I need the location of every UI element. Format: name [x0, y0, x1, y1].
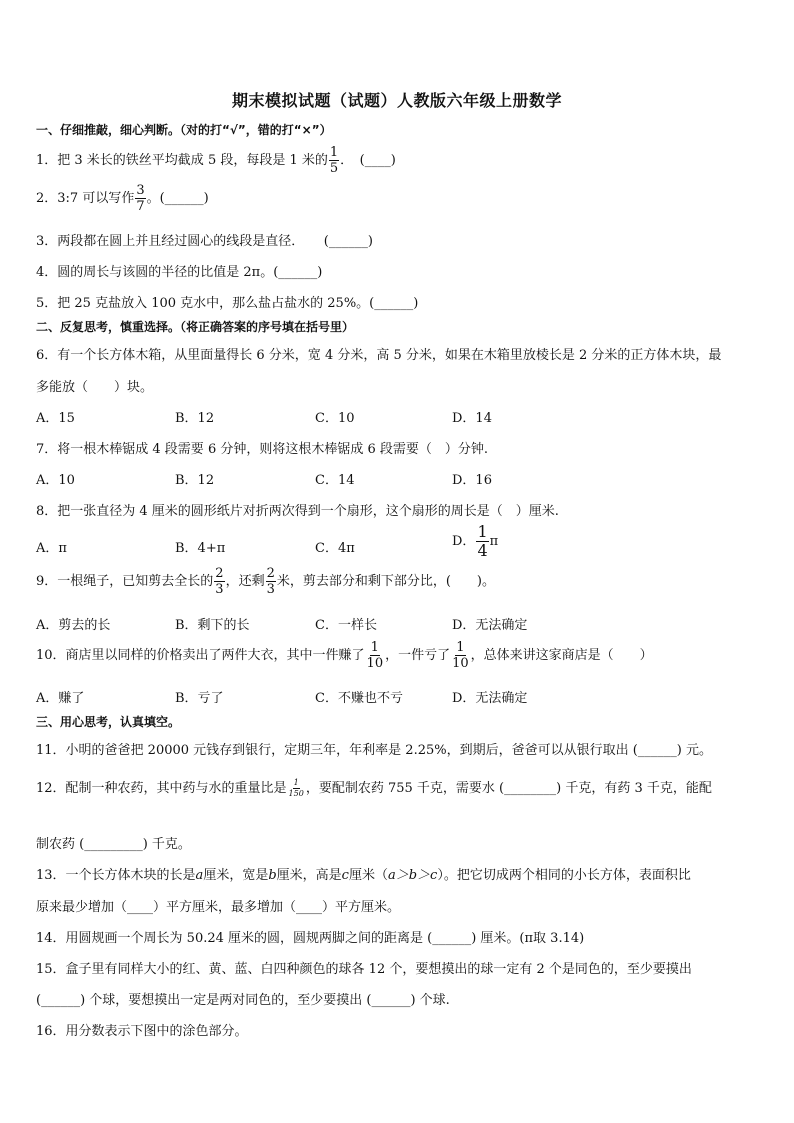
q10-fraction-2: $\frac{1}{10}$ [452, 640, 469, 671]
q10-option-a: A．赚了 [36, 691, 85, 706]
q9-option-d: D．无法确定 [452, 618, 528, 633]
q8-option-c: C．4π [315, 541, 355, 556]
q7-option-c: C．14 [315, 473, 355, 488]
question-16: 16．用分数表示下图中的涂色部分。 [36, 1024, 248, 1039]
q9-option-b: B．剩下的长 [175, 618, 250, 633]
q7-option-d: D．16 [452, 473, 492, 488]
q7-option-a: A．10 [36, 473, 75, 488]
q2-fraction: $\frac{3}{7}$ [136, 183, 145, 214]
q6-option-c: C．10 [315, 411, 355, 426]
q12-fraction: $\frac{1}{150}$ [288, 778, 304, 798]
q10-option-d: D．无法确定 [452, 691, 528, 706]
question-9: 9．一根绳子，已知剪去全长的 $\frac{2}{3}$ ，还剩 $\frac{2}{3}$ 米，剪去部分和剩下部分比，( )。 [36, 566, 496, 597]
q10-option-c: C．不赚也不亏 [315, 691, 403, 706]
q6-option-a: A．15 [36, 411, 75, 426]
q2-answer-blank: 。(______) [146, 191, 209, 206]
question-14: 14．用圆规画一个周长为 50.24 厘米的圆，圆规两脚之间的距离是 (______) 厘米。(π取 3.14) [36, 931, 585, 946]
q8-option-a: A．π [36, 541, 67, 556]
question-7: 7．将一根木棒锯成 4 段需要 6 分钟，则将这根木棒锯成 6 段需要（ ）分钟. [36, 442, 489, 457]
q8-option-d-fraction: $\frac{1}{4}$ [477, 522, 488, 560]
q9-option-a: A．剪去的长 [36, 618, 111, 633]
question-12-line2: 制农药 (_________) 千克。 [36, 837, 191, 852]
section-2-heading: 二、反复思考，慎重选择。（将正确答案的序号填在括号里） [36, 320, 355, 334]
question-13-line1: 13．一个长方体木块的长是a厘米，宽是b厘米，高是c厘米（a＞b＞c）。把它切成两个相同的小长方体，表面积比 [36, 868, 691, 883]
page-title: 期末模拟试题（试题）人教版六年级上册数学 [231, 91, 562, 110]
q6-option-b: B．12 [175, 411, 215, 426]
q8-option-b: B．4+π [175, 541, 226, 556]
question-15-line1: 15．盒子里有同样大小的红、黄、蓝、白四种颜色的球各 12 个，要想摸出的球一定有 2 个是同色的，至少要摸出 [36, 962, 692, 977]
q1-fraction: $\frac{1}{5}$ [329, 145, 339, 176]
q6-option-d: D．14 [452, 411, 492, 426]
q10-option-b: B．亏了 [175, 691, 224, 706]
question-5: 5．把 25 克盐放入 100 克水中，那么盐占盐水的 25%。(______) [36, 296, 419, 311]
q10-fraction-1: $\frac{1}{10}$ [366, 640, 384, 671]
question-8: 8．把一张直径为 4 厘米的圆形纸片对折两次得到一个扇形，这个扇形的周长是（ ）厘米. [36, 504, 559, 519]
question-1 [36, 146, 396, 175]
question-11: 11．小明的爸爸把 20000 元钱存到银行，定期三年，年利率是 2.25%，到期后，爸爸可以从银行取出 (______) 元。 [36, 743, 713, 758]
question-12-line1: 12．配制一种农药，其中药与水的重量比是 $\frac{1}{150}$ ，要配制农药 755 千克，需要水 (________) 千克，有药 3 千克，能配 [36, 778, 712, 798]
q2-text: 2．3:7 可以写作 [36, 191, 135, 206]
question-6-line2: 多能放（ ）块。 [36, 380, 154, 395]
section-1-heading: 一、仔细推敲，细心判断。（对的打“√”，错的打“×”） [36, 123, 332, 137]
question-2 [36, 184, 209, 213]
question-15-line2: (______) 个球，要想摸出一定是两对同色的，至少要摸出 (______) 个球. [36, 993, 450, 1008]
question-10: 10．商店里以同样的价格卖出了两件大衣，其中一件赚了 $\frac{1}{10}$ ，一件亏了 $\frac{1}{10}$ ，总体来讲这家商店是（ ） [36, 640, 653, 671]
question-4: 4．圆的周长与该圆的半径的比值是 2π。(______) [36, 265, 323, 280]
q1-answer-blank: ． (____) [340, 153, 396, 168]
q9-option-c: C．一样长 [315, 618, 377, 633]
q9-fraction-1: $\frac{2}{3}$ [215, 566, 224, 597]
question-3: 3．两段都在圆上并且经过圆心的线段是直径． (______) [36, 234, 373, 249]
question-13-line2: 原来最少增加（____）平方厘米，最多增加（____）平方厘米。 [36, 900, 401, 915]
q7-option-b: B．12 [175, 473, 215, 488]
q1-text: 1．把 3 米长的铁丝平均截成 5 段，每段是 1 米的 [36, 153, 328, 168]
q8-option-d: D． $\frac{1}{4}$ π [452, 522, 499, 560]
question-6-line1: 6．有一个长方体木箱，从里面量得长 6 分米，宽 4 分米，高 5 分米，如果在木箱里放棱长是 2 分米的正方体木块，最 [36, 348, 722, 363]
q9-fraction-2: $\frac{2}{3}$ [266, 566, 275, 597]
section-3-heading: 三、用心思考，认真填空。 [36, 715, 181, 729]
